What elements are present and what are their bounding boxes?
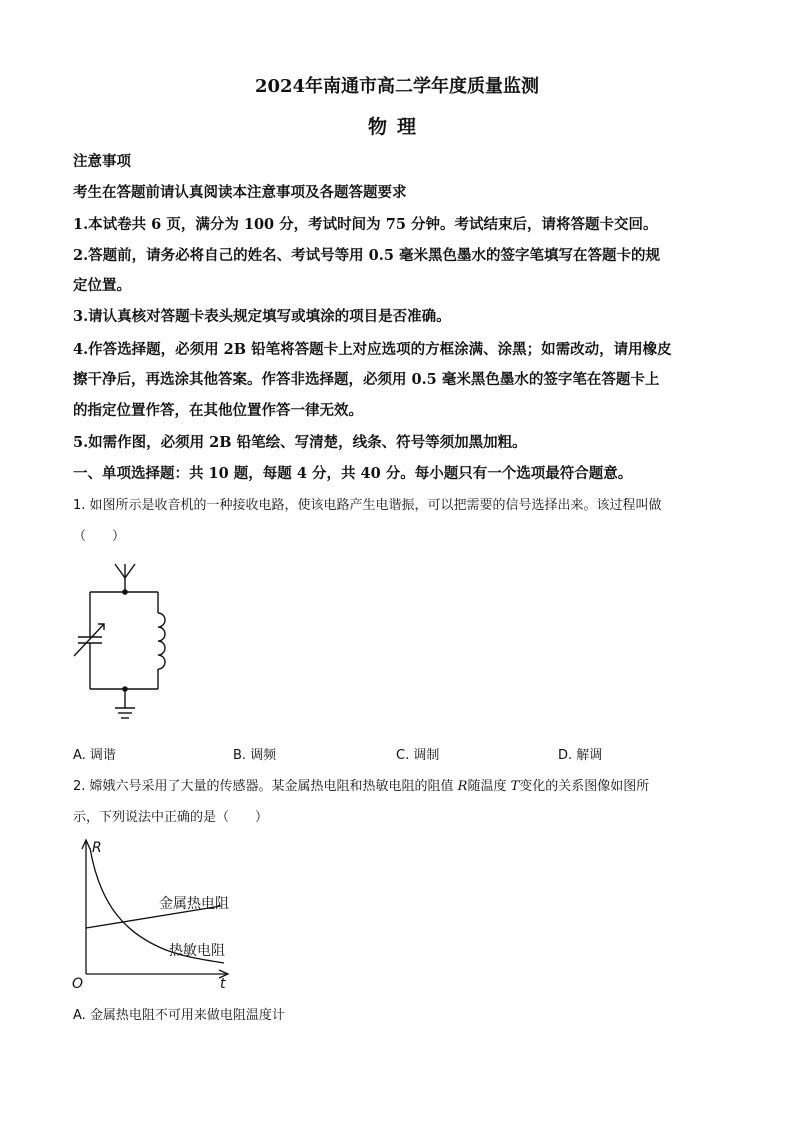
q1-stem-line-2: （ ） (73, 529, 126, 544)
notice-intro: 考生在答题前请认真阅读本注意事项及各题答题要求 (73, 184, 407, 201)
notice-item-3: 3.请认真核对答题卡表头规定填写或填涂的项目是否准确。 (73, 308, 451, 325)
q2-stem-line-1: 2. 嫦娥六号采用了大量的传感器。某金属热电阻和热敏电阻的阻值 R随温度 T变化的关系图像如图所 (73, 779, 650, 794)
q1-option-b[interactable]: B. 调频 (233, 748, 277, 763)
q1-option-a[interactable]: A. 调谐 (73, 748, 116, 763)
receiver-circuit-diagram (60, 558, 180, 728)
q1-option-d[interactable]: D. 解调 (558, 748, 603, 763)
junction-dot-bottom (122, 686, 128, 692)
notice-item-4-line-2: 擦干净后，再选涂其他答案。作答非选择题，必须用 0.5 毫米黑色墨水的签字笔在答题卡上 (73, 371, 660, 388)
notice-heading: 注意事项 (73, 153, 131, 170)
resistance-temperature-graph (66, 836, 246, 996)
q1-option-c[interactable]: C. 调制 (396, 748, 440, 763)
q2-option-a[interactable]: A. 金属热电阻不可用来做电阻温度计 (73, 1008, 285, 1023)
x-axis-label: t (220, 976, 226, 992)
antenna-icon (115, 564, 135, 592)
notice-item-1: 1.本试卷共 6 页，满分为 100 分，考试时间为 75 分钟。考试结束后，请将答题卡交回。 (73, 216, 658, 233)
inductor-coil-icon (158, 613, 165, 669)
section-1-heading: 一、单项选择题：共 10 题，每题 4 分，共 40 分。每小题只有一个选项最符合题意。 (73, 465, 633, 482)
q2-stem-line-2: 示，下列说法中正确的是（ ） (73, 810, 269, 825)
notice-item-4-line-1: 4.作答选择题，必须用 2B 铅笔将答题卡上对应选项的方框涂满、涂黑；如需改动，请用橡皮 (73, 341, 672, 358)
subject-title: 物理 (367, 116, 426, 138)
metal-resistor-label: 金属热电阻 (159, 896, 229, 912)
notice-item-5: 5.如需作图，必须用 2B 铅笔绘、写清楚，线条、符号等须加黑加粗。 (73, 434, 527, 451)
y-axis-label: R (92, 840, 102, 856)
q1-stem-line-1: 1. 如图所示是收音机的一种接收电路，使该电路产生电谐振，可以把需要的信号选择出来。该过程叫做 (73, 498, 662, 513)
notice-item-2-line-1: 2.答题前，请务必将自己的姓名、考试号等用 0.5 毫米黑色墨水的签字笔填写在答题卡的规 (73, 247, 660, 264)
exam-title: 2024年南通市高二学年度质量监测 (254, 76, 540, 97)
ground-icon (115, 708, 135, 718)
variable-capacitor-icon (74, 624, 104, 656)
notice-item-4-line-3: 的指定位置作答，在其他位置作答一律无效。 (73, 402, 363, 419)
notice-item-2-line-2: 定位置。 (73, 277, 131, 294)
origin-label: O (72, 976, 84, 992)
junction-dot-top (122, 589, 128, 595)
thermistor-label: 热敏电阻 (169, 943, 225, 959)
